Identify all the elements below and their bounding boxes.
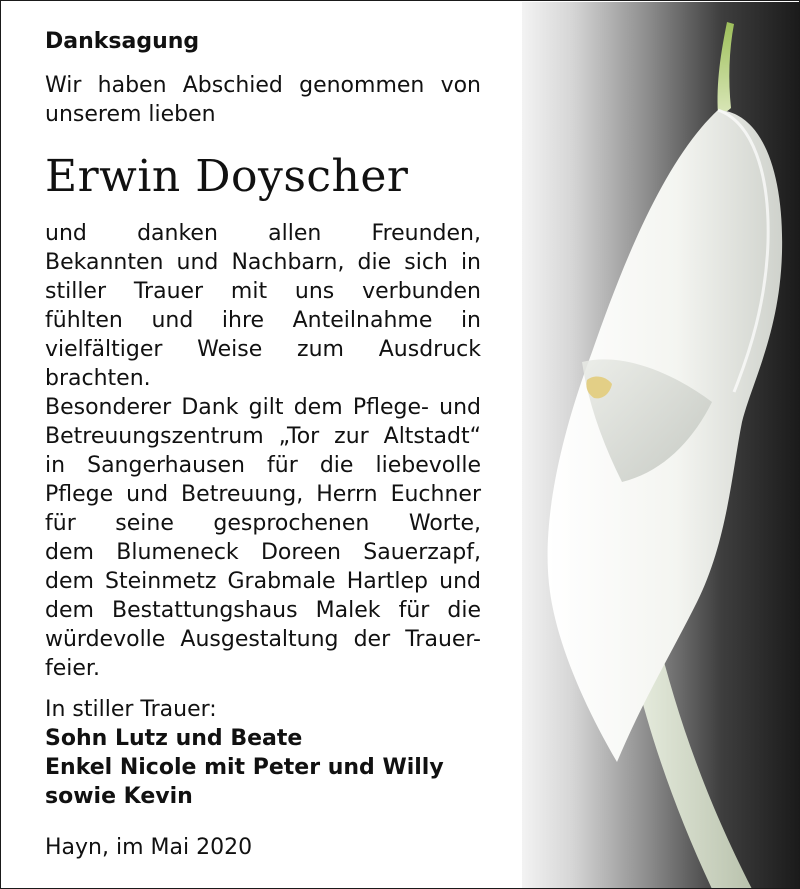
text-column	[45, 27, 481, 862]
mourner-line: Enkel Nicole mit Peter und Willy	[45, 755, 444, 780]
thanks-line: dem Bestattungshaus Malek für die	[45, 598, 481, 623]
thanks-line: Bekannten und Nachbarn, die sich in	[45, 250, 481, 275]
thanks-line: brachten.	[45, 366, 151, 391]
thanks-line: Pflege und Betreuung, Herrn Euchner	[45, 482, 481, 507]
heading: Danksagung	[45, 29, 200, 54]
thanks-line: Besonderer Dank gilt dem Pflege- und	[45, 395, 481, 420]
thanks-line: Betreuungszentrum „Tor zur Altstadt“	[45, 424, 481, 449]
thanks-line: stiller Trauer mit uns verbunden	[45, 279, 481, 304]
mourners-list	[45, 724, 481, 811]
thanks-line: dem Steinmetz Grabmale Hartlep und	[45, 569, 481, 594]
intro-text: Wir haben Abschied genommen von unserem lieben	[45, 73, 481, 127]
thanks-line: feier.	[45, 656, 100, 681]
thanks-line: für seine gesprochenen Worte,	[45, 511, 481, 536]
mourning-label: In stiller Trauer:	[45, 697, 217, 722]
mourner-line: Sohn Lutz und Beate	[45, 726, 303, 751]
calla-lily-icon	[522, 2, 799, 889]
mourner-line: sowie Kevin	[45, 784, 193, 809]
thanks-line: in Sangerhausen für die liebevolle	[45, 453, 481, 478]
deceased-name: Erwin Doyscher	[45, 151, 409, 202]
thanks-line: vielfältiger Weise zum Ausdruck	[45, 337, 481, 362]
thanks-text	[45, 219, 481, 683]
thanks-line: würdevolle Ausgestaltung der Trauer-	[45, 627, 481, 652]
thanks-line: dem Blumeneck Doreen Sauerzapf,	[45, 540, 481, 565]
thanks-line: fühlten und ihre Anteilnahme in	[45, 308, 481, 333]
place-date: Hayn, im Mai 2020	[45, 835, 253, 860]
thanks-line: und danken allen Freunden,	[45, 221, 481, 246]
